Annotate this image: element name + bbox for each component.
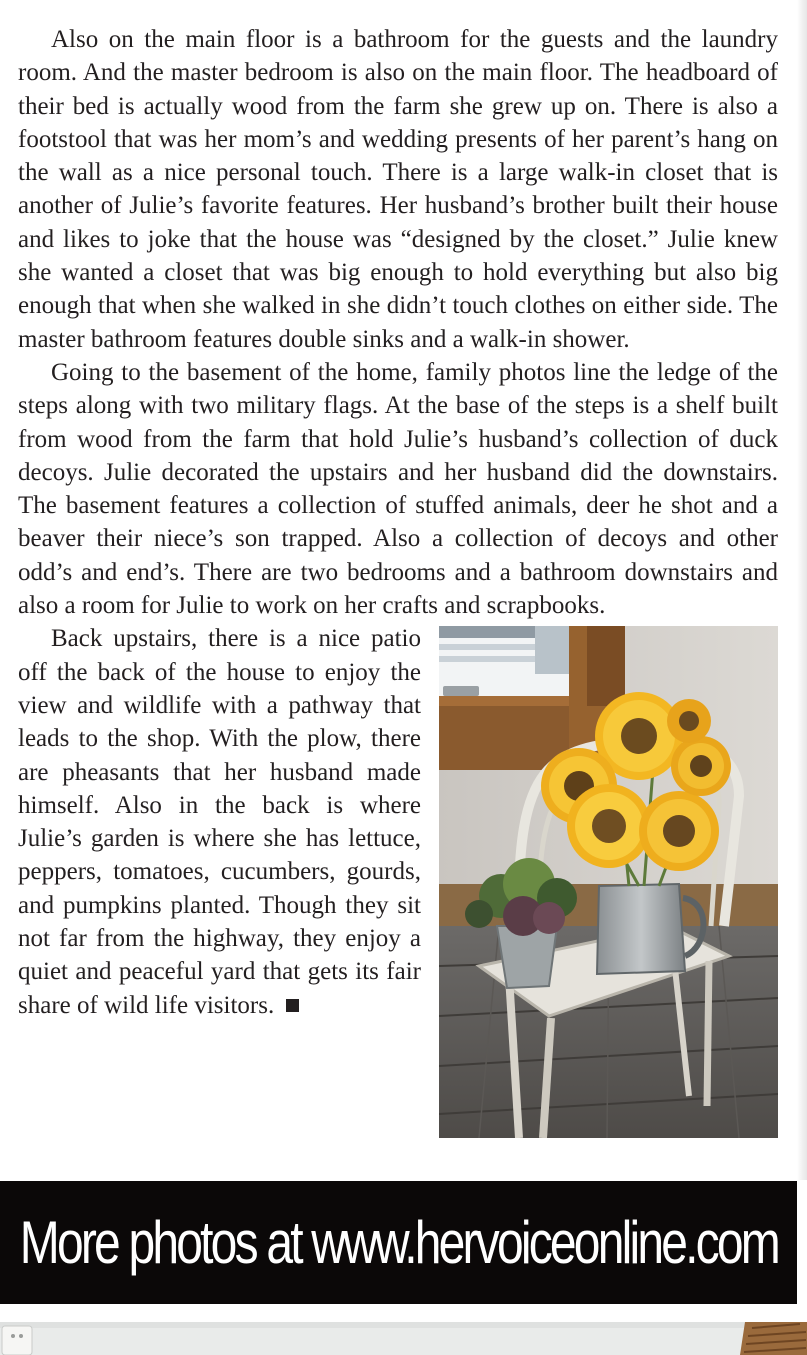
next-photo-strip (0, 1322, 807, 1355)
article-paragraph-1: Also on the main floor is a bathroom for the guests and the laundry room. And the master bedroom is also on the main floor. The headboard of their bed is actually wood from the farm she grew up on. There is also a footstool that was her mom’s and wedding presents of her parent’s hang on the wall as a nice personal touch. There is a large walk-in closet that is another of Julie’s favorite features. Her husband’s brother built their house and likes to joke that the house was “designed by the closet.” Julie knew she wanted a closet that was big enough to hold everything but also big enough that when she walked in she didn’t touch clothes on either side. The master bathroom features double sinks and a walk-in shower. (18, 26, 778, 353)
end-of-article-mark (286, 999, 299, 1012)
banner-text: More photos at www.hervoiceonline.com (19, 1209, 778, 1276)
article-paragraph-2 (18, 356, 778, 622)
more-photos-banner (0, 1181, 797, 1304)
page-edge (797, 0, 807, 1180)
article-body (18, 23, 778, 1144)
article-paragraph-2-text: Going to the basement of the home, family photos line the ledge of the steps along with two military flags. At the base of the steps is a shelf built from wood from the farm that hold Julie’s husband’s collection of duck decoys. Julie decorated the upstairs and her husband did the downstairs. The basement features a collection of stuffed animals, deer he shot and a beaver their niece’s son trapped. Also a collection of decoys and other odd’s and end’s. There are two bedrooms and a bathroom downstairs and also a room for Julie to work on her crafts and scrapbooks. (18, 358, 778, 620)
sunflower-chair-photo (439, 626, 778, 1138)
article-paragraph-3-text: Back upstairs, there is a nice patio off the back of the house to enjoy the view and wildlife with a pathway that leads to the shop. With the plow, there are pheasants that her husband made himself. Also in the back is where Julie’s garden is where she has lettuce, peppers, tomatoes, cucumbers, gourds, and pumpkins planted. Though they sit not far from the highway, they enjoy a quiet and peaceful yard that gets its fair share of wild life visitors. (18, 625, 421, 1019)
